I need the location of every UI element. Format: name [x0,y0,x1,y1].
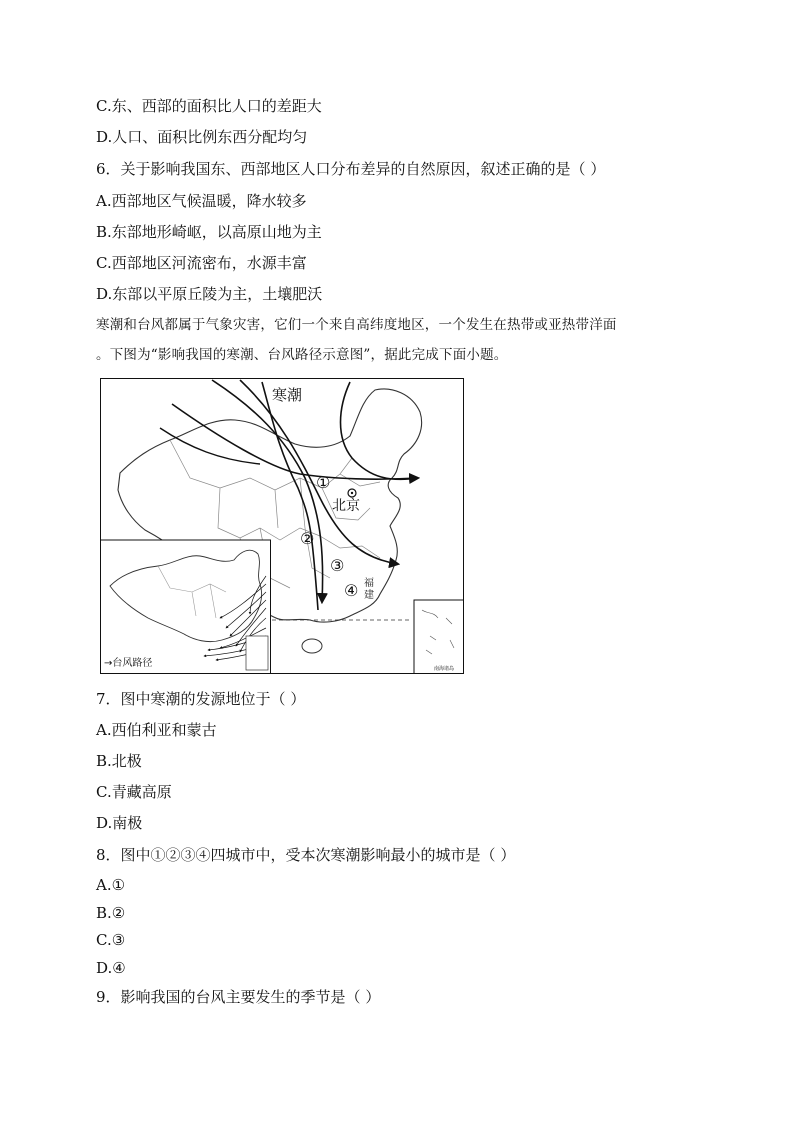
q8-option-c: C.③ [96,931,126,949]
city-marker-3: ③ [330,556,345,575]
fujian-label-1: 福 [364,578,374,589]
q8-option-a: A.① [96,876,126,894]
beijing-marker-dot [351,492,353,494]
city-marker-4: ④ [344,581,359,600]
city-marker-1: ① [316,473,331,492]
q6-stem: 6．关于影响我国东、西部地区人口分布差异的自然原因，叙述正确的是（ ） [96,160,606,178]
q8-option-b: B.② [96,904,126,922]
q5-option-c: C.东、西部的面积比人口的差距大 [96,97,322,115]
south-sea-inset [414,600,464,674]
q6-option-a: A.西部地区气候温暖，降水较多 [96,192,307,210]
q7-option-d: D.南极 [96,814,143,832]
typhoon-legend: →台风路径 [104,658,153,669]
q8-option-d: D.④ [96,959,126,977]
q9-stem: 9．影响我国的台风主要发生的季节是（ ） [96,988,381,1006]
passage-line-2: 。下图为“影响我国的寒潮、台风路径示意图”，据此完成下面小题。 [96,347,508,363]
passage-line-1: 寒潮和台风都属于气象灾害，它们一个来自高纬度地区，一个发生在热带或亚热带洋面 [96,317,617,333]
q7-option-c: C.青藏高原 [96,783,172,801]
city-marker-2: ② [300,529,315,548]
cold-wave-label: 寒潮 [272,386,303,404]
q5-option-d: D.人口、面积比例东西分配均匀 [96,128,308,146]
fujian-label-2: 建 [364,590,374,601]
q6-option-c: C.西部地区河流密布，水源丰富 [96,254,307,272]
q6-option-d: D.东部以平原丘陵为主，土壤肥沃 [96,285,323,303]
q7-stem: 7．图中寒潮的发源地位于（ ） [96,690,306,708]
typhoon-inset [101,540,271,674]
q7-option-b: B.北极 [96,752,142,770]
q8-stem: 8．图中①②③④四城市中，受本次寒潮影响最小的城市是（ ） [96,846,516,864]
q6-option-b: B.东部地形崎岖，以高原山地为主 [96,223,322,241]
beijing-label: 北京 [332,498,360,514]
q7-option-a: A.西伯利亚和蒙古 [96,721,217,739]
south-sea-label: 南海诸岛 [434,666,455,672]
cold-wave-typhoon-map [100,378,464,674]
